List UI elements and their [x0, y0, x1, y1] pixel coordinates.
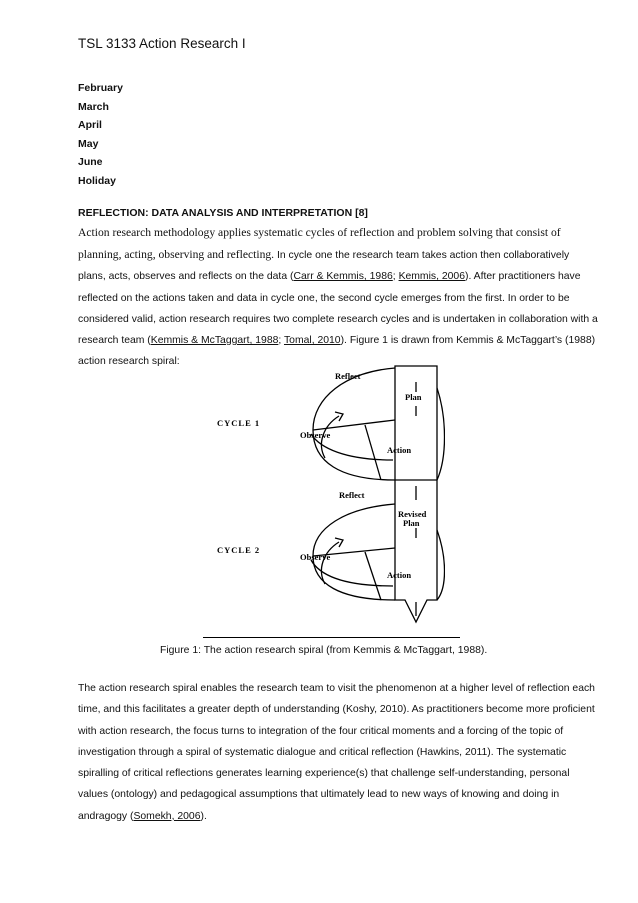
paragraph-2-text: The action research spiral enables the research team to visit the phenomenon at a higher level of reflection each time, and this facilitates a greater depth of understanding (Koshy, 2010). As practitioners become more proficient with action research, the focus turns to integration of the four critical moments and a forcing of the topic of investigation through a spiral of systematic dialogue and critical reflection (Hawkins, 2011). The systematic spiralling of critical reflections generates learning experience(s) that challenge self-understanding, personal values (ontology) and pedagogical assumptions that ultimately lead to new ways of knowing and doing in andragogy (: [78, 683, 595, 822]
month-item: February: [78, 82, 123, 94]
citation-link[interactable]: Carr & Kemmis, 1986: [293, 271, 393, 283]
cycle-1-outer-curve: [437, 388, 445, 480]
month-list: [78, 79, 123, 191]
separator: ;: [392, 271, 399, 283]
caption-rule: [203, 637, 460, 638]
cycle-1-divider: [313, 420, 395, 430]
action-research-spiral-diagram: [205, 358, 445, 628]
section-heading: REFLECTION: DATA ANALYSIS AND INTERPRETATION [8]: [78, 207, 368, 219]
label-reflect-1: Reflect: [335, 371, 361, 381]
paragraph-2-text: ).: [200, 810, 207, 822]
label-cycle-2: CYCLE 2: [217, 545, 261, 555]
month-item: June: [78, 156, 103, 169]
label-revised: Revised: [398, 509, 427, 519]
month-item: Holiday: [78, 174, 116, 187]
month-item: March: [78, 100, 109, 113]
paragraph-1-text: ). Figure 1 is drawn from Kemmis & McTaggart’s (1988) action research spiral:: [78, 335, 596, 368]
label-action-2: Action: [387, 570, 412, 580]
label-plan-2: Plan: [403, 518, 420, 528]
citation-link[interactable]: Somekh, 2006: [133, 810, 201, 822]
citation-link[interactable]: Kemmis & McTaggart, 1988: [150, 335, 279, 347]
label-observe-2: Observe: [300, 552, 331, 562]
month-item: April: [78, 119, 102, 132]
citation-link[interactable]: Kemmis, 2006: [398, 271, 465, 283]
citation-link[interactable]: Tomal, 2010: [283, 335, 341, 347]
document-header: TSL 3133 Action Research I: [78, 36, 246, 51]
paragraph-1-serif-text: Action research methodology applies systematic cycles of reflection and problem solving that consist of planning, acting, observing and reflecting.: [78, 226, 561, 262]
cycle-1-arc: [313, 368, 395, 480]
paragraph-1-text: ). After practitioners have reflected on the actions taken and data in cycle one, the second cycle emerges from the first. In order to be considered valid, action research requires two complete research cycles and is undertaken in collaboration with a research team (: [78, 271, 598, 347]
paragraph-1-text: In cycle one the research team takes action then collaboratively plans, acts, observes and reflects on the data (: [78, 250, 570, 283]
label-observe-1: Observe: [300, 430, 331, 440]
separator: ;: [278, 335, 284, 347]
figure-caption: Figure 1: The action research spiral (from Kemmis & McTaggart, 1988).: [160, 645, 488, 656]
label-plan-1: Plan: [405, 392, 422, 402]
label-cycle-1: CYCLE 1: [217, 418, 261, 428]
label-action-1: Action: [387, 445, 412, 455]
cycle-2-rotation-arrow: [321, 542, 339, 584]
label-reflect-2: Reflect: [339, 490, 365, 500]
paragraph-2: [78, 678, 598, 827]
cycle-2-outer-curve: [437, 530, 445, 600]
cycle-1-divider: [365, 425, 381, 480]
cycle-2-divider: [365, 552, 381, 600]
month-item: May: [78, 137, 99, 150]
paragraph-1: [78, 222, 598, 372]
